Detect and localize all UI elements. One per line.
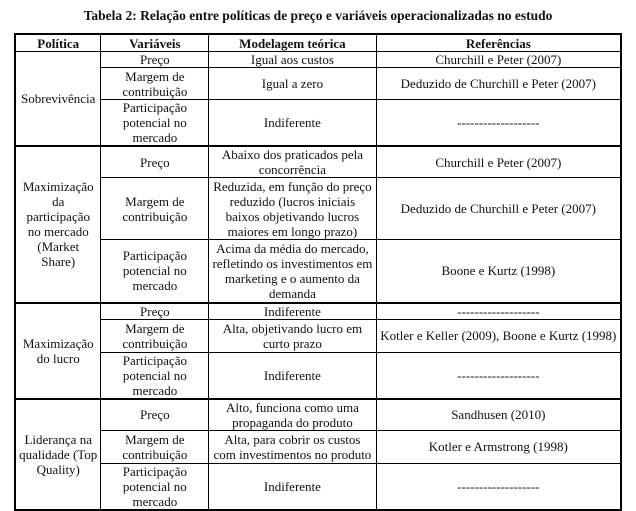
policy-cell: Maximização do lucro	[15, 303, 101, 399]
table-row	[15, 146, 621, 178]
table-row	[15, 68, 621, 100]
policy-cell: Liderança na qualidade (Top Quality)	[15, 399, 101, 510]
referencia-cell: Churchill e Peter (2007)	[376, 146, 621, 178]
referencia-cell: Deduzido de Churchill e Peter (2007)	[376, 68, 621, 100]
table-row	[15, 430, 621, 463]
header-politica: Política	[15, 34, 101, 52]
table-row	[15, 352, 621, 399]
header-modelagem: Modelagem teórica	[209, 34, 376, 52]
modelagem-cell: Indiferente	[209, 352, 376, 399]
table-title: Tabela 2: Relação entre políticas de preço e variáveis operacionalizadas no estudo	[83, 8, 553, 23]
policy-cell: Sobrevivência	[15, 52, 101, 147]
variavel-cell: Participação potencial no mercado	[101, 463, 209, 510]
pricing-policy-table	[14, 33, 622, 511]
header-variaveis: Variáveis	[101, 34, 209, 52]
header-row	[15, 34, 621, 52]
modelagem-cell: Abaixo dos praticados pela concorrência	[209, 146, 376, 178]
modelagem-cell: Alta, para cobrir os custos com investimentos no produto	[209, 430, 376, 463]
table-row	[15, 303, 621, 320]
variavel-cell: Margem de contribuição	[101, 319, 209, 352]
referencia-cell: -------------------	[376, 303, 621, 320]
variavel-cell: Preço	[101, 303, 209, 320]
table-row	[15, 240, 621, 303]
header-referencias: Referências	[376, 34, 621, 52]
modelagem-cell: Alto, funciona como uma propaganda do produto	[209, 399, 376, 431]
variavel-cell: Margem de contribuição	[101, 68, 209, 100]
referencia-cell: Kotler e Armstrong (1998)	[376, 430, 621, 463]
variavel-cell: Preço	[101, 399, 209, 431]
modelagem-cell: Acima da média do mercado, refletindo os investimentos em marketing e o aumento da demanda	[209, 240, 376, 303]
table-row	[15, 100, 621, 147]
table-row	[15, 319, 621, 352]
modelagem-cell: Igual aos custos	[209, 52, 376, 68]
table-row	[15, 463, 621, 510]
referencia-cell: Churchill e Peter (2007)	[376, 52, 621, 68]
variavel-cell: Margem de contribuição	[101, 178, 209, 240]
variavel-cell: Participação potencial no mercado	[101, 100, 209, 147]
referencia-cell: Kotler e Keller (2009), Boone e Kurtz (1998)	[376, 319, 621, 352]
variavel-cell: Participação potencial no mercado	[101, 352, 209, 399]
table-row	[15, 399, 621, 431]
modelagem-cell: Indiferente	[209, 303, 376, 320]
referencia-cell: -------------------	[376, 100, 621, 147]
referencia-cell: -------------------	[376, 352, 621, 399]
variavel-cell: Margem de contribuição	[101, 430, 209, 463]
variavel-cell: Preço	[101, 52, 209, 68]
table-row	[15, 52, 621, 68]
modelagem-cell: Alta, objetivando lucro em curto prazo	[209, 319, 376, 352]
modelagem-cell: Igual a zero	[209, 68, 376, 100]
variavel-cell: Preço	[101, 146, 209, 178]
referencia-cell: -------------------	[376, 463, 621, 510]
modelagem-cell: Indiferente	[209, 100, 376, 147]
variavel-cell: Participação potencial no mercado	[101, 240, 209, 303]
referencia-cell: Deduzido de Churchill e Peter (2007)	[376, 178, 621, 240]
policy-cell: Maximização da participação no mercado (Market Share)	[15, 146, 101, 303]
table-row	[15, 178, 621, 240]
modelagem-cell: Reduzida, em função do preço reduzido (lucros iniciais baixos objetivando lucros maiores em longo prazo)	[209, 178, 376, 240]
referencia-cell: Sandhusen (2010)	[376, 399, 621, 431]
referencia-cell: Boone e Kurtz (1998)	[376, 240, 621, 303]
modelagem-cell: Indiferente	[209, 463, 376, 510]
